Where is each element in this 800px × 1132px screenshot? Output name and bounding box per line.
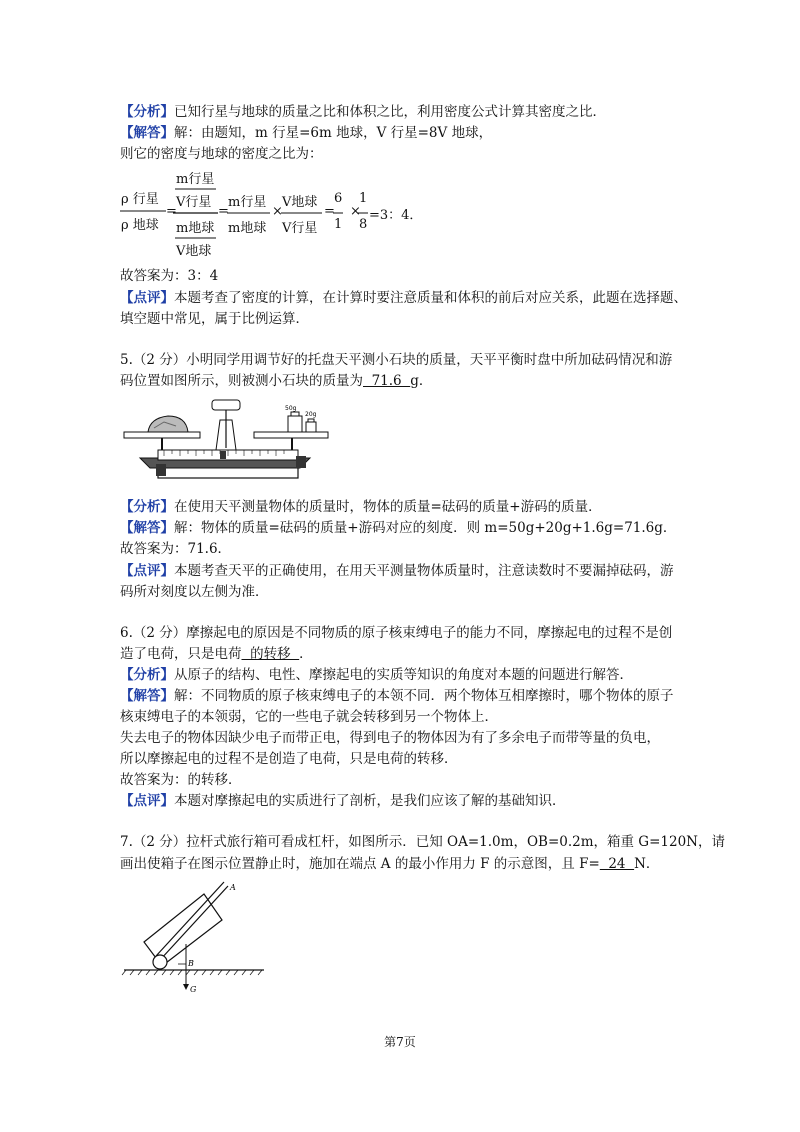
answer-text: 解：不同物质的原子核束缚电子的本领不同．两个物体互相摩擦时，哪个物体的原子: [174, 688, 674, 704]
eq-2: =: [218, 204, 229, 219]
eq-1: =: [166, 204, 177, 219]
v-planet-top: V行星: [176, 195, 212, 210]
q5-review: [120, 562, 680, 580]
v-earth-2: V地球: [282, 195, 318, 210]
q7-unit: N．: [634, 856, 660, 872]
analysis-tag: 【分析】: [120, 499, 174, 515]
m-earth-2: m地球: [228, 221, 267, 236]
times-sign-1: ×: [272, 204, 283, 219]
formula-tail: =3：4．: [369, 208, 423, 223]
force-G-label: G: [190, 985, 197, 994]
q6-analysis: [120, 666, 680, 684]
page-number: 第7页: [384, 1035, 416, 1049]
rho-earth: ρ 地球: [121, 218, 159, 233]
m-earth-bottom: m地球: [176, 221, 215, 236]
q6-answer-line4: 所以摩擦起电的过程不是创造了电荷，只是电荷的转移．: [120, 751, 458, 767]
answer-4: [120, 124, 680, 142]
answer-text: 解：由题知，m 行星=6m 地球，V 行星=8V 地球，: [174, 125, 493, 141]
den-8: 8: [359, 217, 368, 232]
num-1: 1: [359, 191, 368, 206]
review-text: 本题考查了密度的计算，在计算时要注意质量和体积的前后对应关系，此题在选择题、: [174, 290, 687, 306]
balance-figure: [120, 398, 330, 486]
q6-stem-text: 造了电荷，只是电荷: [120, 646, 242, 662]
q6-stem-line2: [120, 645, 680, 663]
analysis-text: 在使用天平测量物体的质量时，物体的质量=砝码的质量+游码的质量．: [174, 499, 602, 515]
review-4: [120, 289, 687, 307]
den-1: 1: [334, 217, 343, 232]
q5-stem: 5.（2 分）小明同学用调节好的托盘天平测小石块的质量，天平平衡时盘中所加砝码情况和游: [120, 352, 673, 368]
answer-4-line2: 则它的密度与地球的密度之比为：: [120, 146, 323, 162]
num-6: 6: [334, 191, 343, 206]
m-planet-top: m行星: [176, 172, 215, 187]
q5-result: 故答案为：71.6．: [120, 541, 232, 557]
result-4: 故答案为：3：4: [120, 268, 219, 284]
review-text: 本题对摩擦起电的实质进行了剖析，是我们应该了解的基础知识．: [174, 793, 566, 809]
v-earth-bottom: V地球: [176, 244, 212, 259]
q6-period: ．: [299, 646, 313, 662]
times-sign-2: ×: [350, 204, 361, 219]
q5-stem-line2: [120, 372, 680, 390]
answer-tag: 【解答】: [120, 688, 174, 704]
answer-tag: 【解答】: [120, 520, 174, 536]
q5-review-line2: 码所对刻度以左侧为准．: [120, 584, 269, 600]
q7-stem-line2: [120, 855, 680, 873]
weight-label-20g: 20g: [305, 411, 317, 418]
q6-answer-blank: 的转移: [241, 646, 300, 662]
q6-stem: 6.（2 分）摩擦起电的原因是不同物质的原子核束缚电子的能力不同，摩擦起电的过程不是创: [120, 625, 673, 641]
q7-stem-text: 画出使箱子在图示位置静止时，施加在端点 A 的最小作用力 F 的示意图，且 F=: [120, 856, 600, 872]
q6-answer-line3: 失去电子的物体因缺少电子而带正电，得到电子的物体因为有了多余电子而带等量的负电，: [120, 730, 660, 746]
review-tag: 【点评】: [120, 793, 174, 809]
answer-tag: 【解答】: [120, 125, 174, 141]
review-4-line2: 填空题中常见，属于比例运算．: [120, 311, 309, 327]
answer-text: 解：物体的质量=砝码的质量+游码对应的刻度．则 m=50g+20g+1.6g=71.6g．: [174, 520, 677, 536]
q5-stem-text: 码位置如图所示，则被测小石块的质量为: [120, 373, 363, 389]
rho-planet: ρ 行星: [121, 192, 159, 207]
v-planet-2: V行星: [282, 221, 318, 236]
q6-result: 故答案为：的转移．: [120, 772, 242, 788]
point-A-label: A: [230, 883, 236, 892]
analysis-tag: 【分析】: [120, 667, 174, 683]
review-tag: 【点评】: [120, 563, 174, 579]
analysis-tag: 【分析】: [120, 104, 174, 120]
q6-review: [120, 792, 680, 810]
review-text: 本题考查天平的正确使用，在用天平测量物体质量时，注意读数时不要漏掉砝码，游: [174, 563, 674, 579]
m-planet-2: m行星: [228, 195, 267, 210]
eq-3: =: [324, 204, 335, 219]
luggage-figure: [120, 880, 270, 1000]
analysis-text: 从原子的结构、电性、摩擦起电的实质等知识的角度对本题的问题进行解答．: [174, 667, 633, 683]
q6-answer-line2: 核束缚电子的本领弱，它的一些电子就会转移到另一个物体上．: [120, 709, 498, 725]
q5-analysis: [120, 498, 680, 516]
weight-label-50g: 50g: [285, 405, 297, 412]
q5-answer-blank: 71.6: [363, 373, 411, 389]
q7-stem: 7.（2 分）拉杆式旅行箱可看成杠杆，如图所示．已知 OA=1.0m，OB=0.2m，箱重 G=120N，请: [120, 834, 725, 850]
q5-answer: [120, 519, 680, 537]
analysis-4: [120, 103, 680, 121]
analysis-text: 已知行星与地球的质量之比和体积之比，利用密度公式计算其密度之比．: [174, 104, 606, 120]
q6-answer: [120, 687, 680, 705]
q7-answer-blank: 24: [599, 856, 635, 872]
point-B-label: B: [188, 959, 194, 968]
q5-unit: g．: [410, 373, 433, 389]
review-tag: 【点评】: [120, 290, 174, 306]
